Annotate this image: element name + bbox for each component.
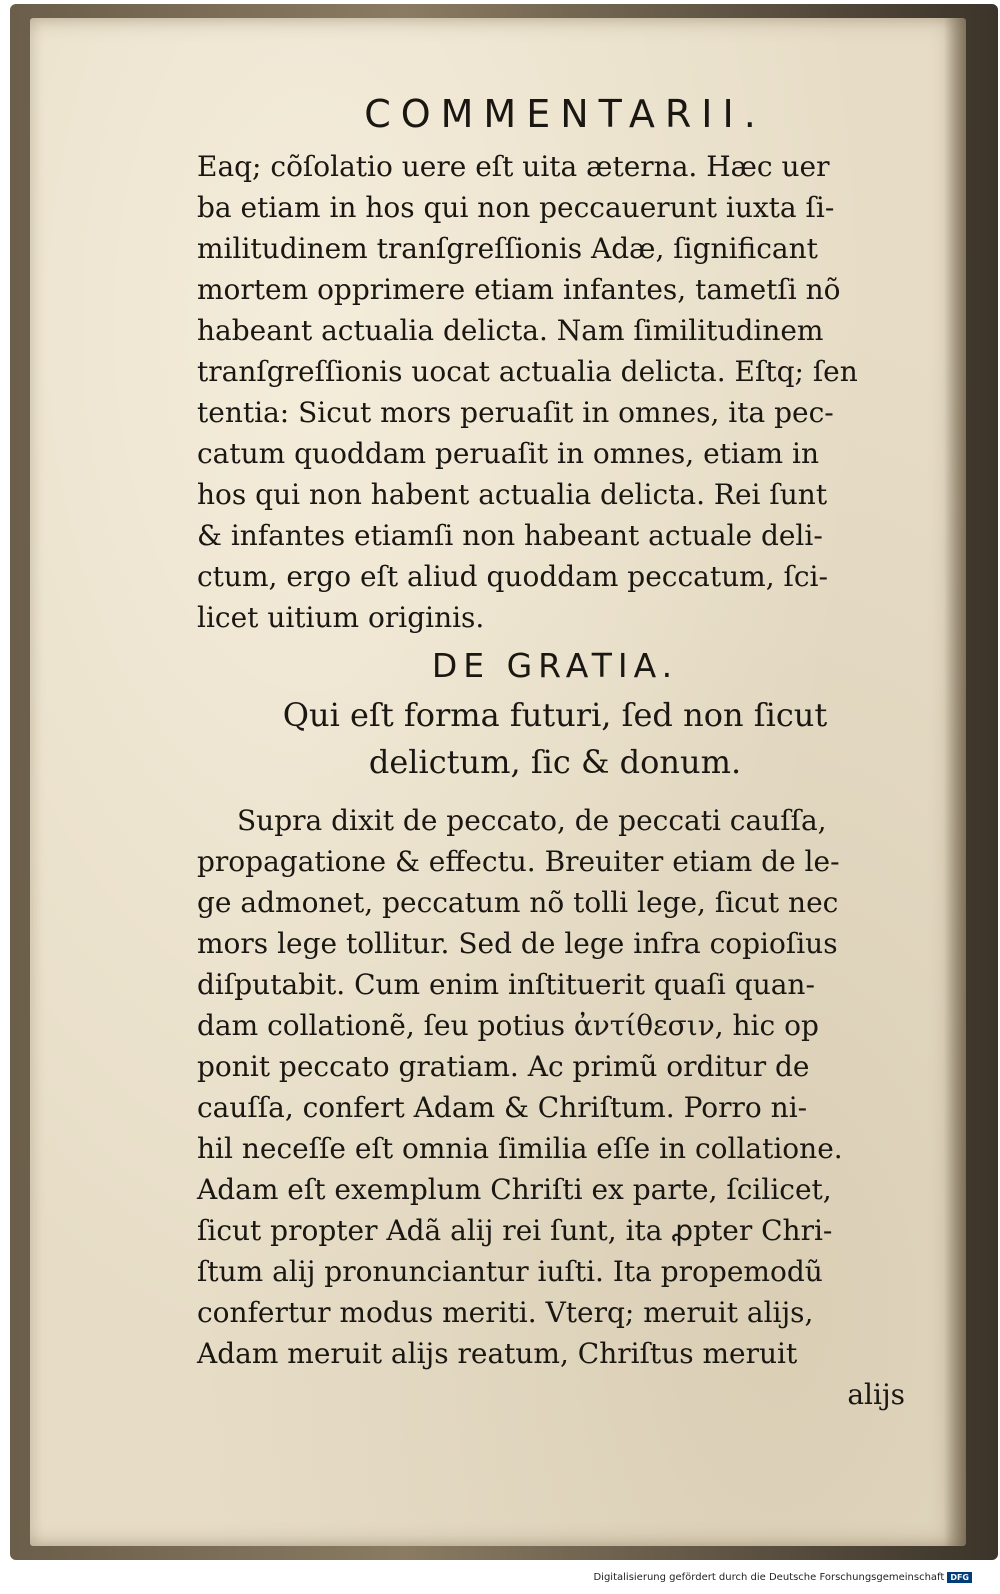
text-line: Adam eſt exemplum Chriſti ex parte, ſcilicet, [197, 1173, 832, 1206]
paragraph-bottom [197, 800, 913, 1374]
text-line: ponit peccato gratiam. Ac primũ orditur de [197, 1050, 810, 1083]
paragraph-top [197, 146, 913, 638]
text-line: licet uitium originis. [197, 601, 485, 634]
lemma-line: delictum, ſic & donum. [368, 743, 742, 781]
dfg-logo: DFG [947, 1572, 972, 1583]
text-line: ſtum alij pronunciantur iuſti. Ita propemodũ [197, 1255, 823, 1288]
text-line: cauſſa, confert Adam & Chriſtum. Porro ni- [197, 1091, 808, 1124]
text-line: propagatione & effectu. Breuiter etiam de le- [197, 845, 840, 878]
text-line: diſputabit. Cum enim inſtituerit quaſi quan- [197, 968, 815, 1001]
page-gutter-shadow [944, 18, 966, 1546]
text-line: & infantes etiamſi non habeant actuale deli- [197, 519, 823, 552]
text-line: ge admonet, peccatum nõ tolli lege, ſicut nec [197, 886, 839, 919]
lemma-line: Qui eſt forma futuri, ſed non ſicut [282, 696, 828, 734]
text-line: mortem opprimere etiam infantes, tametſi nõ [197, 273, 841, 306]
text-line: ctum, ergo eſt aliud quoddam peccatum, ſci- [197, 560, 828, 593]
text-line: dam collationẽ, ſeu potius ἀντίθεσιν, hic op [197, 1009, 819, 1042]
text-line: Adam meruit alijs reatum, Chriſtus meruit [197, 1337, 798, 1370]
spacer [197, 786, 913, 800]
text-line: tranſgreſſionis uocat actualia delicta. Eſtq; ſen [197, 355, 858, 388]
text-line: hil neceſſe eſt omnia ſimilia eſſe in collatione. [197, 1132, 843, 1165]
text-line: Supra dixit de peccato, de peccati cauſſa, [237, 804, 827, 837]
text-line: tentia: Sicut mors peruaſit in omnes, ita pec- [197, 396, 834, 429]
text-line: confertur modus meriti. Vterq; meruit alijs, [197, 1296, 814, 1329]
text-line: ba etiam in hos qui non peccauerunt iuxta ſi- [197, 191, 835, 224]
text-line: mors lege tollitur. Sed de lege infra copioſius [197, 927, 838, 960]
text-block [197, 82, 913, 1415]
lemma [197, 692, 913, 786]
text-line: habeant actualia delicta. Nam ſimilitudinem [197, 314, 824, 347]
text-line: Eaq; cõſolatio uere eſt uita æterna. Hæc uer [197, 150, 830, 183]
section-heading: DE GRATIA. [431, 646, 679, 685]
catchword: alijs [847, 1378, 905, 1411]
credit-text: Digitalisierung gefördert durch die Deutsche Forschungsgemeinschaft [593, 1572, 945, 1583]
digitization-credit [593, 1572, 972, 1583]
text-line: hos qui non habent actualia delicta. Rei ſunt [197, 478, 828, 511]
running-head: COMMENTARII. [364, 92, 766, 136]
text-line: ſicut propter Adã alij rei ſunt, ita ꝓpter Chri- [197, 1214, 833, 1247]
text-line: catum quoddam peruaſit in omnes, etiam in [197, 437, 819, 470]
text-line: militudinem tranſgreſſionis Adæ, ſignificant [197, 232, 818, 265]
